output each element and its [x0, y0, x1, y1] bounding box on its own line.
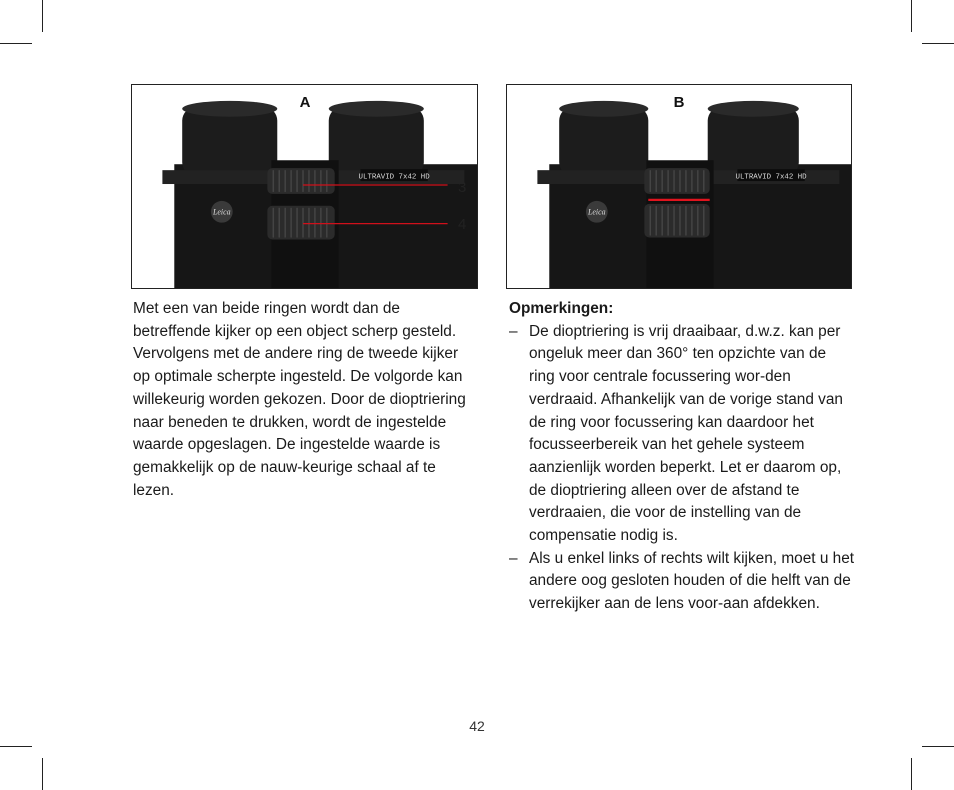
crop-mark: [911, 0, 912, 32]
notes-heading: Opmerkingen:: [509, 300, 614, 317]
leica-logo: Leica: [588, 207, 606, 217]
crop-mark: [42, 0, 43, 32]
list-dash: –: [509, 549, 518, 567]
crop-mark: [911, 758, 912, 790]
binocular-illustration: [132, 85, 477, 288]
notes-section: [509, 298, 855, 616]
brand-label: ULTRAVID 7x42 HD: [735, 173, 807, 182]
list-item: [509, 548, 855, 616]
binocular-illustration: [507, 85, 851, 288]
list-dash: –: [509, 322, 518, 340]
figure-label: B: [673, 94, 685, 111]
list-item-text: Als u enkel links of rechts wilt kijken, moet u het andere oog gesloten houden of die helft van de verrekijker aan de lens voor-aan afdekken.: [529, 549, 855, 613]
crop-mark: [42, 758, 43, 790]
notes-list: [509, 321, 855, 616]
crop-mark: [0, 43, 32, 44]
figure-a: [131, 84, 478, 289]
brand-label: ULTRAVID 7x42 HD: [358, 173, 430, 182]
list-item: [509, 321, 855, 548]
list-item-text: De dioptriering is vrij draaibaar, d.w.z. kan per ongeluk meer dan 360° ten opzichte van de ring voor centrale focussering wor-den verdraaid. Afhankelijk van de vorige stand van de ring voor focussering kan daardoor het focusseerbereik van het gehele systeem aanzienlijk worden beperkt. Let er daarom op, de dioptriering alleen over de afstand te verdraaien, die voor de instelling van de compensatie nodig is.: [529, 322, 843, 545]
callout-number: 3: [458, 179, 467, 196]
crop-mark: [922, 43, 954, 44]
callout-number: 4: [458, 216, 467, 233]
leica-logo: Leica: [213, 207, 231, 217]
crop-mark: [922, 746, 954, 747]
page-number: 42: [469, 718, 485, 734]
figure-label: A: [299, 94, 311, 111]
figure-b: [506, 84, 852, 289]
crop-mark: [0, 746, 32, 747]
body-paragraph: Met een van beide ringen wordt dan de betreffende kijker op een object scherp gesteld. Vervolgens met de andere ring de tweede kijker op optimale scherpte ingesteld. De volgorde kan willekeurig worden gekozen. Door de dioptriering naar beneden te drukken, wordt de ingestelde waarde opgeslagen. De ingestelde waarde is gemakkelijk op de nauw-keurige schaal af te lezen.: [133, 300, 466, 499]
